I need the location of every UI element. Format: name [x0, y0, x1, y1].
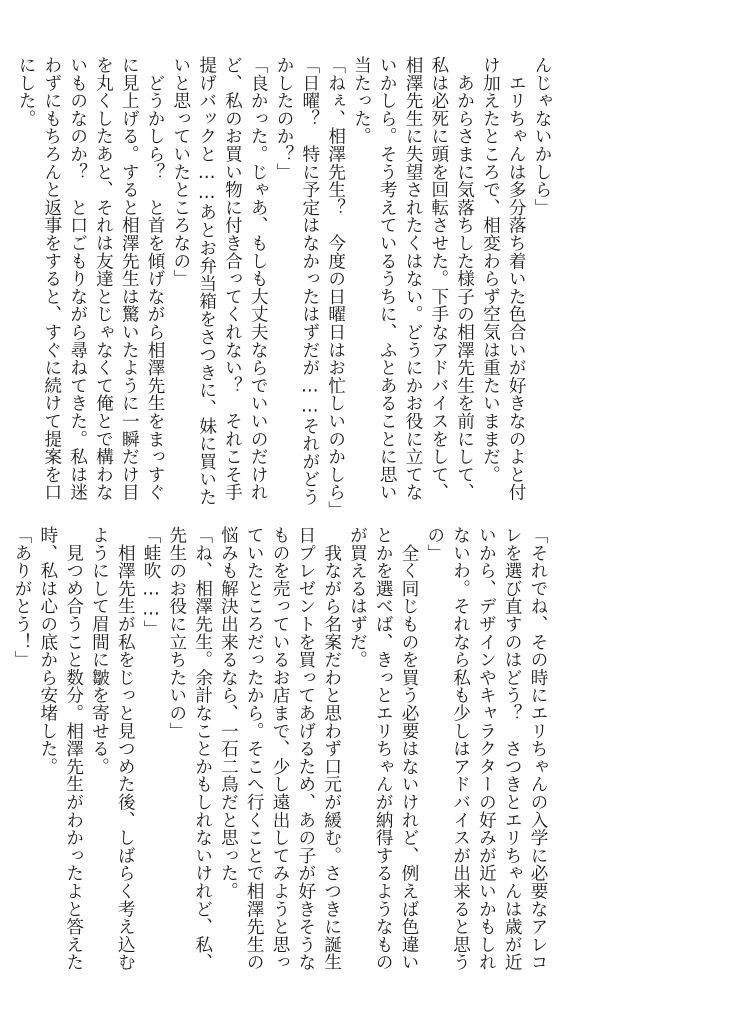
text-line: 悩みも解決出来るなら、一石二鳥だと思った。 — [218, 526, 239, 900]
text-line: わずにもちろんと返事をすると、すぐに続けて提案を口 — [41, 56, 62, 501]
text-line: 「それでね、その時にエリちゃんの入学に必要なアレコ — [528, 526, 548, 971]
text-line: レを選び直すのはどう？ さつきとエリちゃんは歳が近 — [502, 526, 523, 971]
text-line: 提げバックと……あとお弁当箱をさつきに、妹に買いた — [196, 56, 217, 506]
text-line: 日プレゼントを買ってあげるため、あの子が好きそうな — [295, 526, 316, 971]
text-line: いかしら。そう考えているうちに、ふとあることに思い — [377, 56, 398, 501]
text-line: 「ありがとう！」 — [12, 526, 33, 669]
text-line: 見つめ合うこと数分。相澤先生がわかったよと答えた — [63, 526, 84, 971]
text-line: んじゃないかしら」 — [532, 56, 552, 217]
text-line: 当たった。 — [351, 56, 372, 145]
text-line: ようにして眉間に皺を寄せる。 — [89, 526, 110, 776]
text-line: にした。 — [16, 56, 37, 128]
text-line: 「蛙吹……」 — [141, 526, 162, 638]
text-line: いと思っていたところなの」 — [170, 56, 191, 288]
text-line: 私は必死に頭を回転させた。下手なアドバイスをして、 — [428, 56, 449, 501]
text-line: 相澤先生に失望されたくはない。どうにかお役に立てな — [403, 56, 424, 501]
text-line: いから、デザインやキャラクターの好みが近いかもしれ — [476, 526, 497, 971]
text-line: とかを選べば、きっとエリちゃんが納得するようなもの — [373, 526, 394, 971]
text-line: 我ながら名案だわと思わず口元が緩む。さつきに誕生 — [321, 526, 342, 971]
text-line: いものなのか？ と口ごもりながら尋ねてきた。私は迷 — [67, 56, 88, 501]
text-line: け加えたところで、相変わらず空気は重たいままだ。 — [480, 56, 501, 484]
text-line: 「ね、相澤先生。余計なことかもしれないけれど、私、 — [192, 526, 213, 971]
text-line: 「日曜？ 特に予定はなかったはずだが……それがどう — [299, 56, 320, 506]
text-line: 時、私は心の底から安堵した。 — [37, 526, 58, 776]
lower-text-block — [8, 526, 550, 971]
text-line: どうかしら？ と首を傾げながら相澤先生をまっすぐ — [145, 56, 166, 501]
text-line: ていたところだったから。そこへ行くことで相澤先生の — [244, 526, 265, 971]
text-line: ないわ。それなら私も少しはアドバイスが出来ると思う — [450, 526, 471, 971]
text-line: に見上げる。すると相澤先生は驚いたように一瞬だけ目 — [119, 56, 140, 501]
text-line: 「良かった。じゃあ、もしも大丈夫ならでいいのだけれ — [248, 56, 269, 501]
text-line: 全く同じものを買う必要はないけれど、例えば色違い — [399, 526, 420, 971]
text-line: ど、私のお買い物に付き合ってくれない？ それこそ手 — [222, 56, 243, 501]
text-line: エリちゃんは多分落ち着いた色合いが好きなのよと付 — [506, 56, 527, 501]
text-line: 相澤先生が私をじっと見つめた後、しばらく考え込む — [115, 526, 136, 971]
text-line: 先生のお役に立ちたいの」 — [166, 526, 187, 740]
text-line: かしたのか？」 — [274, 56, 295, 181]
upper-text-block — [12, 56, 554, 519]
text-line: ものを売っているお店まで、少し遠出してみようと思っ — [270, 526, 291, 971]
text-line: 「ねぇ、相澤先生？ 今度の日曜日はお忙しいのかしら」 — [325, 56, 346, 519]
text-line: あからさまに気落ちした様子の相澤先生を前にして、 — [454, 56, 475, 501]
text-line: を丸くしたあと、それは友達とじゃなくて俺とで構わな — [93, 56, 114, 501]
text-line: が買えるはずだ。 — [347, 526, 368, 669]
text-line: の」 — [424, 526, 445, 562]
